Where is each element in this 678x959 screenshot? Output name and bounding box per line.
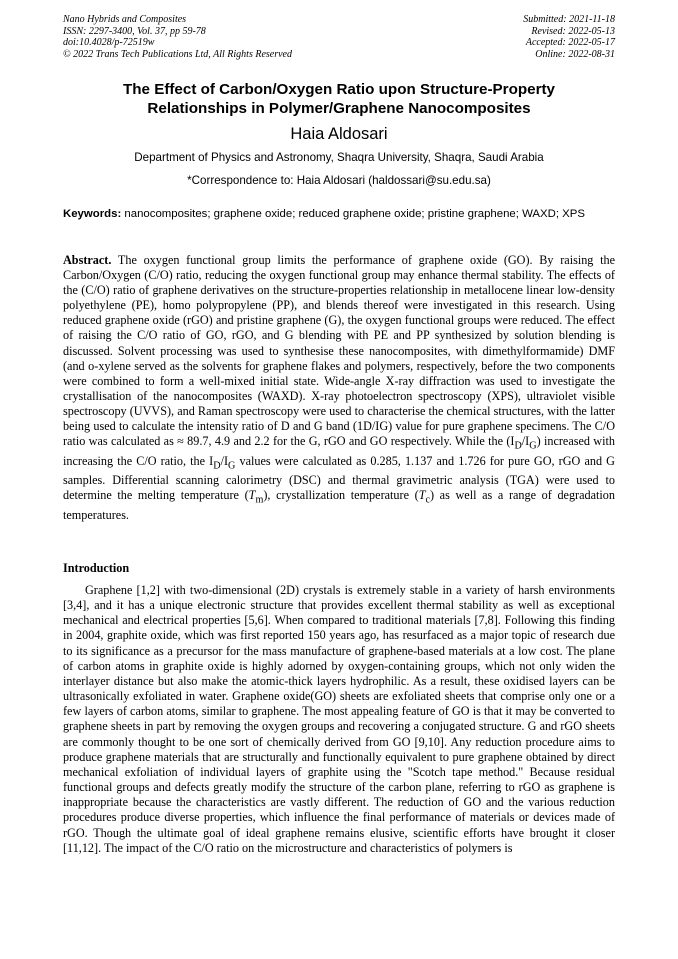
abstract-text-1: The oxygen functional group limits the performance of graphene oxide (GO). By raising the Carbon/Oxygen (C/O) ratio, reducing the oxygen functional group may enhance thermal stability. The effects of the (C/O) ratio of graphene derivatives on the structure-properties relationship in metallocene linear low-density polyethylene (PE), homo polypropylene (PP), and blends thereof were investigated in this research. Using reduced graphene oxide (rGO) and pristine graphene (G), the oxygen functional groups were reduced. The effect of raising the C/O ratio of GO, rGO, and G blending with PE and PP synthesized by solution blending is discussed. Solvent processing was used to synthesise these nanocomposites, with dimethylformamide) DMF (and o-xylene served as the solvents for graphene flakes and polymers, respectively, before the two components were combined to form a well-mixed initial state. Wide-angle X-ray diffraction was used to investigate the crystallisation of the nanocomposites (WAXD). X-ray photoelectron spectroscopy (XPS), ultraviolet visible spectroscopy (UVVS), and Raman spectroscopy were used to characterise the chemical structures, with the latter being used to calculate the intensity ratio of D and G band (1D/IG) value for pure graphene specimens. The C/O ratio was calculated as ≈ 89.7, 4.9 and 2.2 for the G, rGO and GO respectively. While the ( (63, 253, 616, 449)
melting-temp-subscript: m (255, 494, 264, 506)
paper-title (63, 80, 615, 118)
doi: doi:10.4028/p-72519w (63, 37, 155, 48)
title-line-2: Relationships in Polymer/Graphene Nanocomposites (147, 100, 531, 117)
abstract-text-4: values were calculated as 0.285, 1.137 and 1.726 for pure GO, rGO and G samples. Differential scanning calorimetry (DSC) and thermal gravimetric analysis (TGA) were used to determine the melting temperature ( (63, 453, 615, 503)
keywords-text: nanocomposites; graphene oxide; reduced graphene oxide; pristine graphene; WAXD; XPS (124, 208, 585, 220)
correspondence: *Correspondence to: Haia Aldosari (haldossari@su.edu.sa) (187, 174, 491, 187)
melting-temp-symbol: T (248, 488, 256, 503)
subscript-d: D (514, 440, 522, 452)
introduction-heading: Introduction (63, 561, 130, 575)
issn-volume: ISSN: 2297-3400, Vol. 37, pp 59-78 (63, 25, 206, 37)
author-name: Haia Aldosari (290, 125, 388, 143)
abstract-text-6: ) as well as a range of degradation temperatures. (63, 488, 615, 522)
title-line-1: The Effect of Carbon/Oxygen Ratio upon Structure-Property (122, 81, 556, 98)
accepted-date: Accepted: 2022-05-17 (525, 37, 615, 48)
keywords-label: Keywords: (63, 208, 122, 220)
cryst-temp-symbol: T (418, 488, 426, 503)
cryst-temp-subscript: c (425, 494, 430, 506)
abstract-text-2: /I (521, 434, 530, 449)
keywords (63, 207, 615, 221)
affiliation: Department of Physics and Astronomy, Shaqra University, Shaqra, Saudi Arabia (134, 151, 544, 164)
abstract: Abstract. The oxygen functional group limits the performance of graphene oxide (GO). By raising the Carbon/Oxygen (C/O) ratio, reducing the oxygen functional group may enhance thermal stability. The effects of the (C/O) ratio of graphene derivatives on the structure-properties relationship in metallocene linear low-density polyethylene (PE), homo polypropylene (PP), and blends thereof were investigated in this research. Using reduced graphene oxide (rGO) and pristine graphene (G), the oxygen functional groups were reduced. The effect of raising the C/O ratio of GO, rGO, and G blending with PE and PP synthesized by solution blending is discussed. Solvent processing was used to synthesise these nanocomposites, with dimethylformamide) DMF (and o-xylene served as the solvents for graphene flakes and polymers, respectively, before the two components were combined to form a well-mixed initial state. Wide-angle X-ray diffraction was used to investigate the crystallisation of the nanocomposites (WAXD). X-ray photoelectron spectroscopy (XPS), ultraviolet visible spectroscopy (UVVS), and Raman spectroscopy were used to characterise the chemical structures, with the latter being used to calculate the intensity ratio of D and G band (1D/IG) value for pure graphene specimens. The C/O ratio was calculated as ≈ 89.7, 4.9 and 2.2 for the G, rGO and GO respectively. While the $(I_D/I_G)$ increased with increasing the C/O ratio, the $I_D/I_G$ values were calculated as 0.285, 1.137 and 1.726 for pure GO, rGO and G samples. Differential scanning calorimetry (DSC) and thermal gravimetric analysis (TGA) were used to determine the melting temperature $(T_m)$, crystallization temperature $(T_c)$ as well as a range of degradation temperatures. (63, 253, 616, 522)
copyright: © 2022 Trans Tech Publications Ltd, All Rights Reserved (63, 48, 292, 60)
revised-date: Revised: 2022-05-13 (531, 25, 615, 37)
introduction-body: Graphene [1,2] with two-dimensional (2D) crystals is extremely stable in a variety of harsh environments [3,4], and it has a unique electronic structure that provides excellent thermal stability as well as exceptional mechanical and electrical properties [5,6]. When compared to traditional materials [7,8]. Following this finding in 2004, graphite oxide, which was first reported 150 years ago, has resurfaced as a major topic of research due to its significance as a precursor for the mass manufacture of graphene-based materials at a low cost. The plane of carbon atoms in graphite oxide is highly adorned by oxygen-containing groups, which not only widen the interlayer distance but also make the atomic-thick layers hydrophilic. As a result, these oxidised layers can be ultrasonically exfoliated in water. Graphene oxide(GO) sheets are exfoliated sheets that comprise only one or a few layers of carbon atoms, similar to graphene. The most appealing feature of GO is that it may be converted to graphene sheets in part by removing the oxygen groups and recovering a conjugated structure. G and rGO sheets are commonly thought to be one sort of chemically derived from GO [9,10]. Any reduction procedure aims to produce graphene materials that are structurally and functionally equivalent to pure graphene obtained by direct mechanical exfoliation of individual layers of graphite using the "Scotch tape method." Because residual functional groups and defects greatly modify the structure of the carbon plane, referring to rGO as graphene is inappropriate because the characteristics are vastly different. The reduction of GO and the various reduction procedures produce diverse properties, which influence the final performance of materials or devices made of rGO. Though the ultimate goal of ideal graphene remains elusive, scientific efforts have brought it closer [11,12]. The impact of the C/O ratio on the microstructure and characteristics of polymers is (63, 583, 615, 855)
journal-info (63, 14, 292, 60)
online-date: Online: 2022-08-31 (535, 48, 615, 60)
publication-dates (523, 14, 615, 60)
abstract-label: Abstract. (63, 253, 112, 267)
subscript-d-2: D (213, 460, 221, 472)
abstract-text-3: ) increased with increasing the C/O ratio, the I (63, 434, 615, 468)
abstract-text-5: ), crystallization temperature ( (263, 488, 419, 503)
journal-name: Nano Hybrids and Composites (63, 14, 187, 25)
subscript-g-2: G (228, 460, 236, 472)
submitted-date: Submitted: 2021-11-18 (523, 14, 615, 25)
subscript-g: G (529, 440, 537, 452)
